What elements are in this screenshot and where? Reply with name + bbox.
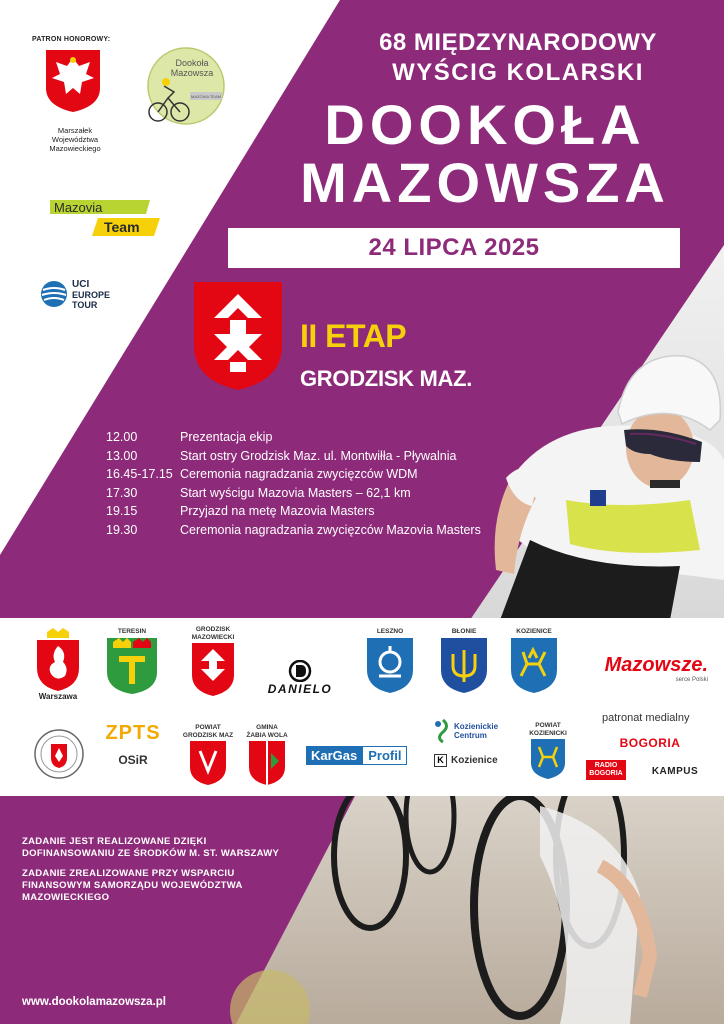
headline-title [255, 93, 715, 214]
powiat-kozienicki-label-2: KOZIENICKI [529, 729, 567, 737]
sponsor-radio-bogoria [588, 760, 624, 780]
powiat-kozienicki-label-1: POWIAT [535, 722, 561, 729]
cyclist-photo [470, 330, 724, 620]
media-patronage-label: patronat medialny [602, 712, 690, 724]
schedule-desc: Start ostry Grodzisk Maz. ul. Montwiłła - Pływalnia [180, 448, 457, 463]
uci-line2: EUROPE [72, 290, 111, 300]
sponsor-grodzisk [180, 626, 246, 697]
teresin-crest-icon [105, 636, 159, 696]
sponsor-powiat-kozienicki [526, 722, 570, 781]
date-box [228, 228, 680, 268]
sponsor-blonie [436, 628, 492, 694]
bogoria-label: BOGORIA [619, 736, 681, 750]
race-logo-small: MAZOVIA TEAM [191, 94, 221, 99]
schedule-row [106, 428, 506, 447]
schedule-time: 13.00 [106, 448, 138, 463]
gmina-zabia-wola-crest-icon [247, 739, 287, 787]
gmina-label-2: ŻABIA WOLA [246, 731, 288, 739]
patron-name: Marszałek Województwa Mazowieckiego [49, 126, 101, 153]
schedule-time: 19.30 [106, 522, 138, 537]
race-logo-line2: Mazowsza [170, 68, 214, 78]
warszawa-label: Warszawa [38, 692, 78, 701]
schedule-time: 12.00 [106, 430, 138, 445]
funding-line2: ZADANIE ZREALIZOWANE PRZY WSPARCIU FINANSOWYM SAMORZĄDU WOJEWÓDZTWA MAZOWIECKIEGO [22, 868, 243, 903]
grodzisk-label-1: GRODZISK [195, 626, 231, 633]
funding-line1: ZADANIE JEST REALIZOWANE DZIĘKI DOFINANSOWANIU ZE ŚRODKÓW M. ST. WARSZAWY [22, 836, 280, 859]
powiat-kozienicki-crest-icon [529, 737, 567, 781]
sponsor-mazowsze [578, 654, 708, 683]
kozienickie-line1: Kozienickie [454, 722, 499, 731]
sponsor-teresin [100, 628, 164, 696]
warszawa-crest-icon [33, 628, 83, 692]
headline-line3: DOOKOŁA [324, 93, 646, 156]
sponsor-strip [0, 618, 724, 796]
kozienice-label: KOZIENICE [516, 628, 552, 635]
mazowsze-eagle-crest-icon [44, 48, 102, 114]
mazovia-team-logo-icon [50, 196, 160, 240]
mazowsze-sub: serce Polski [675, 677, 708, 683]
stage-title: II ETAP [300, 318, 407, 354]
zpts-label: ZPTS [105, 722, 161, 744]
powiat-grodzisk-label-1: POWIAT [195, 724, 221, 731]
schedule-row [106, 502, 506, 521]
race-logo-icon [140, 46, 228, 126]
danielo-mark-icon [288, 660, 312, 682]
radio2-label: BOGORIA [589, 770, 623, 777]
schedule-list [106, 428, 506, 539]
powiat-warszawski-seal-icon [33, 728, 85, 780]
schedule-desc: Prezentacja ekip [180, 430, 273, 445]
schedule-desc: Ceremonia nagradzania zwycięzców Mazovia Masters [180, 522, 481, 537]
kampus-label: KAMPUS [651, 766, 699, 777]
headline-subtitle [318, 28, 718, 88]
sponsor-leszno [360, 628, 420, 694]
profil-label: Profil [362, 746, 407, 765]
kozienice2-label: Kozienice [451, 755, 498, 766]
sponsor-kozienickie-centrum [434, 718, 518, 767]
powiat-grodzisk-label-2: GRODZISK MAZ [182, 731, 234, 739]
uci-line1: UCI [72, 279, 90, 290]
sponsor-kargas-profil [306, 746, 414, 765]
schedule-time: 16.45-17.15 [106, 467, 173, 482]
schedule-row [106, 484, 506, 503]
kozienice-crest-icon [509, 636, 559, 694]
sponsor-danielo [254, 660, 346, 696]
sponsor-zpts [96, 722, 170, 767]
sponsor-kampus [650, 766, 700, 777]
mazovia-team-line1: Mazovia [54, 200, 103, 215]
grodzisk-small-crest-icon [190, 641, 236, 697]
uci-line3: TOUR [72, 300, 98, 310]
kozienice-k-icon: K [434, 754, 447, 767]
mazowsze-label: Mazowsze. [604, 654, 708, 676]
blonie-label: BŁONIE [451, 628, 477, 635]
sponsor-powiat-grodzisk [178, 724, 238, 787]
schedule-desc: Ceremonia nagradzania zwycięzców WDM [180, 467, 418, 482]
powiat-grodzisk-crest-icon [188, 739, 228, 787]
headline-line1: 68 MIĘDZYNARODOWY [379, 29, 657, 56]
sponsor-kozienice [506, 628, 562, 694]
patron-label: PATRON HONOROWY: [32, 36, 111, 43]
leszno-label: LESZNO [376, 628, 404, 635]
schedule-desc: Start wyścigu Mazovia Masters – 62,1 km [180, 485, 411, 500]
sponsor-warszawa [28, 628, 88, 701]
grodzisk-crest-icon [192, 280, 284, 392]
grodzisk-label-2: MAZOWIECKI [191, 633, 235, 641]
sponsor-powiat-warszawski [32, 728, 86, 780]
schedule-time: 19.15 [106, 504, 138, 519]
schedule-row [106, 521, 506, 540]
uci-europe-tour-logo-icon [40, 276, 130, 312]
kozienickie-line2: Centrum [454, 731, 487, 740]
danielo-label: DANIELO [267, 682, 333, 696]
osir-label: OSiR [118, 753, 148, 767]
kozienickie-centrum-icon [434, 718, 452, 744]
sponsor-gmina-zabia-wola [240, 724, 294, 787]
headline-line4: MAZOWSZA [300, 151, 670, 214]
gmina-label-1: GMINA [256, 724, 278, 731]
funding-notice [22, 836, 302, 912]
mazovia-team-line2: Team [104, 219, 140, 235]
schedule-row [106, 447, 506, 466]
race-logo-line1: Dookoła [175, 58, 209, 68]
race-date: 24 LIPCA 2025 [368, 234, 540, 261]
sponsor-bogoria [612, 736, 688, 750]
teresin-label: TERESIN [117, 628, 147, 635]
leszno-crest-icon [365, 636, 415, 694]
schedule-row [106, 465, 506, 484]
kargas-label: KarGas [306, 746, 362, 765]
headline-line2: WYŚCIG KOLARSKI [392, 59, 644, 86]
blonie-crest-icon [439, 636, 489, 694]
schedule-time: 17.30 [106, 485, 138, 500]
website-link[interactable]: www.dookolamazowsza.pl [22, 996, 166, 1008]
stage-city: GRODZISK MAZ. [300, 366, 473, 391]
schedule-desc: Przyjazd na metę Mazovia Masters [180, 504, 375, 519]
radio-label: RADIO [594, 762, 618, 769]
